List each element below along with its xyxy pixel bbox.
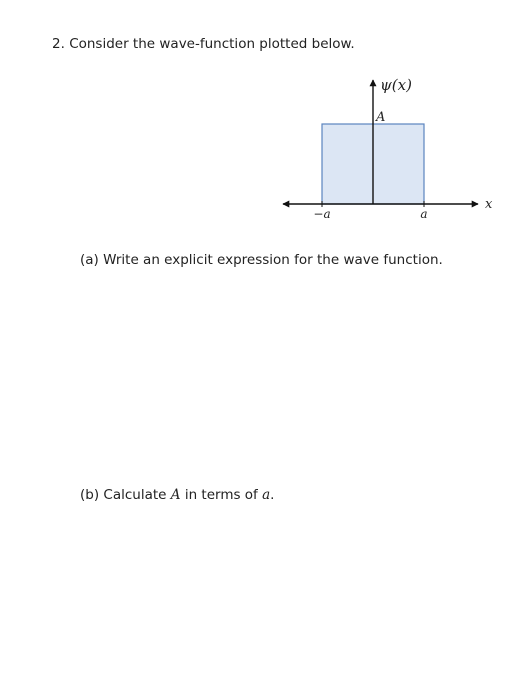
question-number: 2. xyxy=(52,36,65,52)
y-axis-label: ψ(x) xyxy=(380,76,412,94)
part-b-symbol-a: a xyxy=(262,487,271,503)
height-label: A xyxy=(376,110,386,125)
question-text: Consider the wave-function plotted below. xyxy=(69,36,355,52)
part-b-text-before: Calculate xyxy=(103,487,167,503)
right-tick-label: a xyxy=(420,207,428,221)
x-axis-label: x xyxy=(485,197,493,212)
left-tick-label: −a xyxy=(313,207,331,221)
part-a-text: Write an explicit expression for the wave function. xyxy=(103,252,443,268)
part-b-text-middle: in terms of xyxy=(184,487,258,503)
part-a-prompt xyxy=(80,252,443,268)
part-b-symbol-A: A xyxy=(170,487,181,503)
part-b-label: (b) xyxy=(80,487,100,503)
part-b-prompt xyxy=(80,487,274,503)
part-b-text-end: . xyxy=(270,487,275,503)
part-a-label: (a) xyxy=(80,252,99,268)
